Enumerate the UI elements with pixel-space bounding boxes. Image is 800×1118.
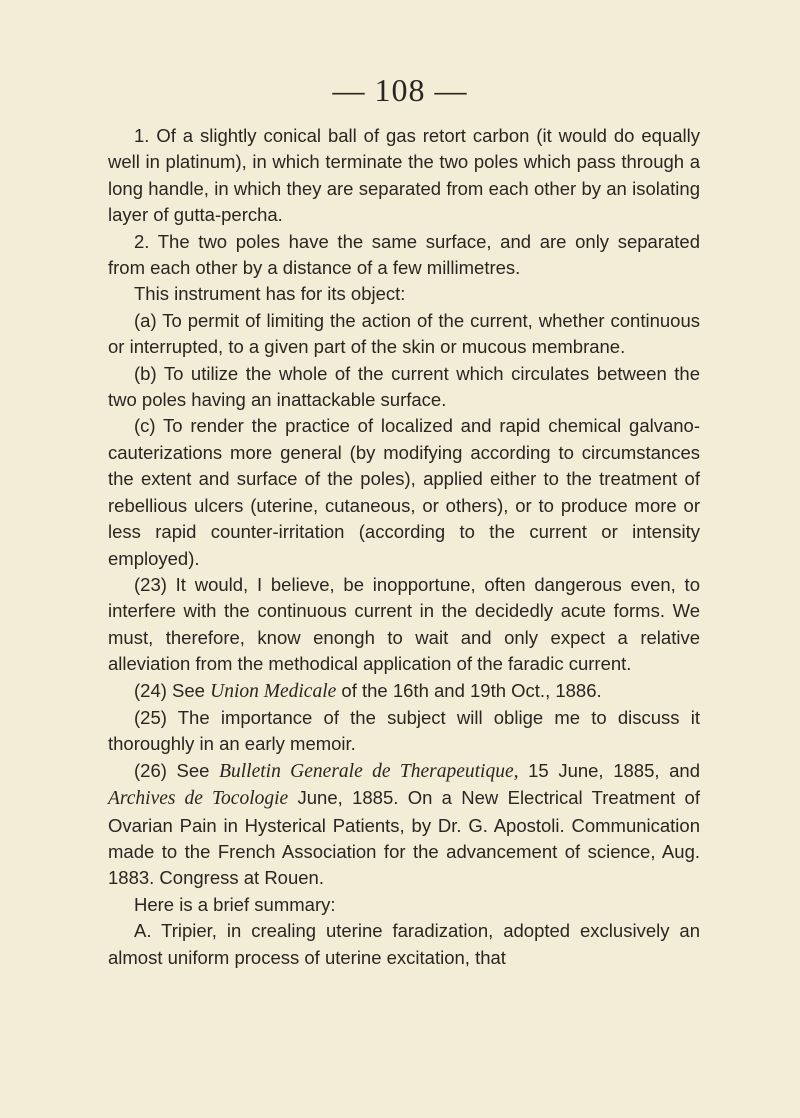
note-24	[108, 678, 700, 705]
paragraph-1: 1. Of a slightly conical ball of gas retort carbon (it would do equally well in platinum), in which terminate the two poles which pass through a long handle, in which they are separated from each other by an isolating layer of gutta-percha.	[108, 125, 700, 226]
body-text	[108, 123, 700, 971]
note-26-journal-1: Bulletin Generale de Therapeutique,	[219, 760, 519, 782]
note-26	[108, 758, 700, 892]
paragraph-a: (a) To permit of limiting the action of the current, whether continuous or interrupted, to a given part of the skin or mucous membrane.	[108, 309, 700, 358]
paragraph-3: This instrument has for its object:	[134, 283, 406, 305]
paragraph-tripier: A. Tripier, in crealing uterine faradization, adopted exclusively an almost uniform process of uterine excitation, that	[108, 920, 700, 968]
note-26-pre: (26) See	[134, 759, 220, 781]
note-26-post: June, 1885. On a New Electrical Treatment of Ovarian Pain in Hysterical Patients, by Dr. G. Apostoli. Communication made to the French Association for the advancement of science, Aug. 1883. Congress at Rouen.	[108, 787, 700, 889]
paragraph-2: 2. The two poles have the same surface, and are only separated from each other by a distance of a few millimetres.	[108, 230, 700, 279]
note-23: (23) It would, I believe, be inopportune, often dangerous even, to interfere with the continuous current in the decidedly acute forms. We must, therefore, know enongh to wait and only expect a relative alleviation from the methodical application of the faradic current.	[108, 573, 700, 675]
note-24-post: of the 16th and 19th Oct., 1886.	[336, 679, 602, 701]
note-24-pre: (24) See	[134, 679, 211, 701]
paragraph-b: (b) To utilize the whole of the current which circulates between the two poles having an inattackable surface.	[108, 362, 700, 411]
paragraph-c: (c) To render the practice of localized and rapid chemical galvano-cauterizations more general (by modifying according to circumstances the extent and surface of the poles), applied either to the treatment of rebellious ulcers (uterine, cutaneous, or others), or to produce more or less rapid counter-irritation (according to the current or intensity employed).	[108, 415, 700, 569]
page-number: — 108 —	[332, 72, 468, 108]
note-26-mid: 15 June, 1885, and	[518, 759, 700, 781]
note-25: (25) The importance of the subject will oblige me to discuss it thoroughly in an early memoir.	[108, 706, 700, 755]
paragraph-summary: Here is a brief summary:	[134, 893, 336, 915]
note-24-journal: Union Medicale	[210, 680, 337, 702]
note-26-journal-2: Archives de Tocologie	[108, 788, 289, 810]
